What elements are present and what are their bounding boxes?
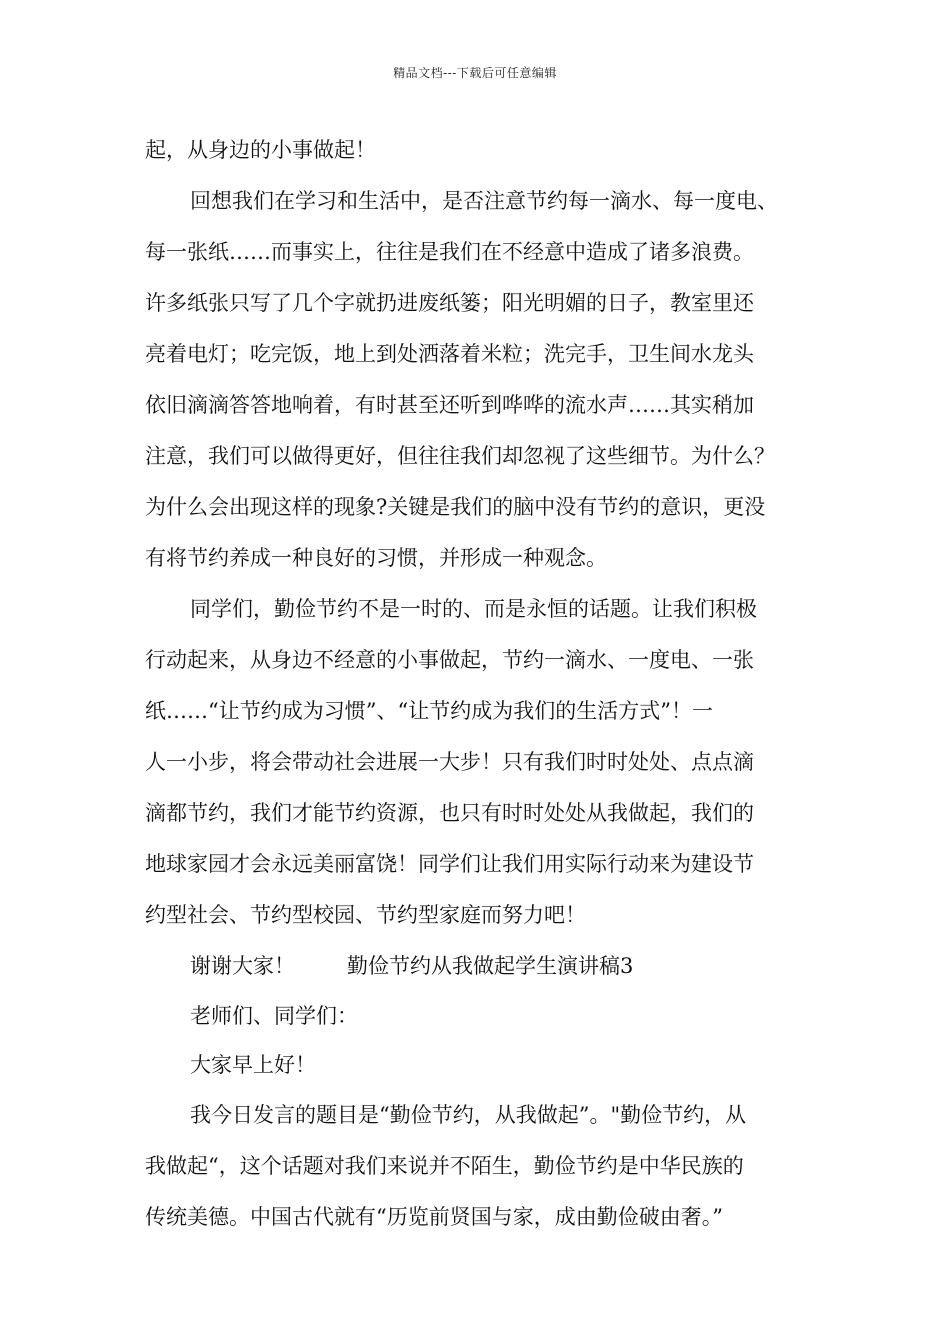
page-header: 精品文档---下载后可任意编辑 (393, 66, 557, 80)
text-line: 传统美德。中国古代就有“历览前贤国与家，成由勤俭破由奢。” (145, 1205, 723, 1229)
text-line: 有将节约养成一种良好的习惯，并形成一种观念。 (145, 546, 607, 570)
text-line: 行动起来，从身边不经意的小事做起，节约一滴水、一度电、一张 (145, 648, 754, 672)
thanks-text: 谢谢大家！ (190, 954, 295, 978)
text-line: 回想我们在学习和生活中，是否注意节约每一滴水、每一度电、 (190, 189, 778, 213)
text-line: 依旧滴滴答答地响着，有时甚至还听到哗哗的流水声……其实稍加 (145, 393, 754, 417)
text-line: 约型社会、节约型校园、节约型家庭而努力吧！ (145, 903, 586, 927)
text-line: 每一张纸……而事实上，往往是我们在不经意中造成了诸多浪费。 (145, 240, 754, 264)
text-line: 人一小步，将会带动社会进展一大步！只有我们时时处处、点点滴 (145, 750, 754, 774)
document-body (145, 125, 810, 1243)
text-line: 为什么会出现这样的现象?关键是我们的脑中没有节约的意识，更没 (145, 495, 766, 519)
text-line: 许多纸张只写了几个字就扔进废纸篓；阳光明媚的日子，教室里还 (145, 291, 754, 315)
text-line: 滴都节约，我们才能节约资源，也只有时时处处从我做起，我们的 (145, 801, 754, 825)
text-line: 亮着电灯；吃完饭，地上到处洒落着米粒；洗完手，卫生间水龙头 (145, 342, 754, 366)
text-line: 同学们，勤俭节约不是一时的、而是永恒的话题。让我们积极 (190, 597, 757, 621)
text-line: 起，从身边的小事做起！ (145, 138, 376, 162)
text-line: 我今日发言的题目是“勤俭节约，从我做起”。"勤俭节约，从 (190, 1103, 747, 1127)
text-line: 注意，我们可以做得更好，但往往我们却忽视了这些细节。为什么？ (145, 444, 775, 468)
greeting-line: 大家早上好！ (190, 1053, 316, 1077)
text-line: 我做起“，这个话题对我们来说并不陌生，勤俭节约是中华民族的 (145, 1154, 744, 1178)
section-title: 勤俭节约从我做起学生演讲稿3 (347, 954, 634, 978)
thanks-line (145, 941, 810, 992)
greeting-line: 老师们、同学们： (190, 1004, 358, 1028)
text-line: 纸……“让节约成为习惯”、“让节约成为我们的生活方式”！一 (145, 699, 713, 723)
text-line: 地球家园才会永远美丽富饶！同学们让我们用实际行动来为建设节 (145, 852, 754, 876)
